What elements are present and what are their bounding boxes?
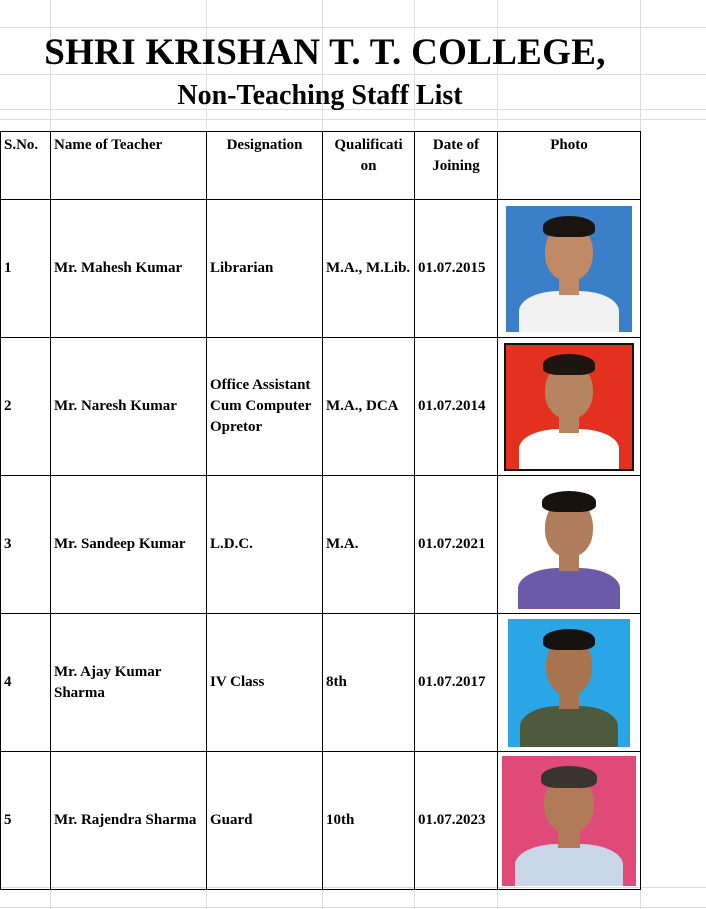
- staff-photo: [504, 343, 634, 471]
- column-header-date: Date of Joining: [415, 132, 498, 200]
- staff-photo: [505, 481, 633, 609]
- cell-sno: 1: [1, 200, 51, 338]
- list-title: Non-Teaching Staff List: [177, 80, 463, 111]
- column-header-designation: Designation: [207, 132, 323, 200]
- portrait-shirt: [518, 568, 620, 609]
- cell-sno: 5: [1, 752, 51, 890]
- cell-qualification: M.A., M.Lib.: [323, 200, 415, 338]
- cell-photo: [498, 752, 641, 890]
- college-name: SHRI KRISHAN T. T. COLLEGE,: [44, 32, 606, 73]
- staff-photo: [506, 206, 632, 332]
- portrait-hair: [543, 216, 596, 237]
- cell-designation: Guard: [207, 752, 323, 890]
- cell-date: 01.07.2023: [415, 752, 498, 890]
- table-row: [1, 476, 641, 614]
- cell-date: 01.07.2014: [415, 338, 498, 476]
- cell-qualification: M.A.: [323, 476, 415, 614]
- table-header-row: [1, 132, 641, 200]
- cell-name: Mr. Mahesh Kumar: [51, 200, 207, 338]
- cell-date: 01.07.2017: [415, 614, 498, 752]
- cell-date: 01.07.2021: [415, 476, 498, 614]
- table-row: [1, 200, 641, 338]
- portrait-shirt: [520, 706, 618, 747]
- staff-photo: [502, 756, 636, 886]
- cell-designation: IV Class: [207, 614, 323, 752]
- table-row: [1, 338, 641, 476]
- portrait-hair: [541, 766, 597, 788]
- cell-date: 01.07.2015: [415, 200, 498, 338]
- portrait-hair: [543, 354, 596, 375]
- cell-qualification: M.A., DCA: [323, 338, 415, 476]
- portrait-hair: [543, 629, 594, 651]
- cell-name: Mr. Rajendra Sharma: [51, 752, 207, 890]
- cell-qualification: 10th: [323, 752, 415, 890]
- staff-photo: [508, 619, 630, 747]
- cell-name: Mr. Ajay Kumar Sharma: [51, 614, 207, 752]
- cell-qualification: 8th: [323, 614, 415, 752]
- table-row: [1, 614, 641, 752]
- cell-designation: Librarian: [207, 200, 323, 338]
- table-row: [1, 752, 641, 890]
- cell-photo: [498, 614, 641, 752]
- cell-name: Mr. Naresh Kumar: [51, 338, 207, 476]
- portrait-shirt: [519, 429, 620, 471]
- cell-sno: 4: [1, 614, 51, 752]
- portrait-shirt: [515, 844, 622, 886]
- cell-designation: L.D.C.: [207, 476, 323, 614]
- cell-photo: [498, 476, 641, 614]
- cell-photo: [498, 338, 641, 476]
- column-header-qualification: Qualificati on: [323, 132, 415, 200]
- staff-table: [0, 131, 641, 890]
- cell-photo: [498, 200, 641, 338]
- cell-designation: Office Assistant Cum Computer Opretor: [207, 338, 323, 476]
- column-header-sno: S.No.: [1, 132, 51, 200]
- portrait-shirt: [519, 291, 620, 331]
- column-header-name: Name of Teacher: [51, 132, 207, 200]
- cell-sno: 3: [1, 476, 51, 614]
- column-header-photo: Photo: [498, 132, 641, 200]
- cell-sno: 2: [1, 338, 51, 476]
- portrait-hair: [542, 491, 596, 513]
- cell-name: Mr. Sandeep Kumar: [51, 476, 207, 614]
